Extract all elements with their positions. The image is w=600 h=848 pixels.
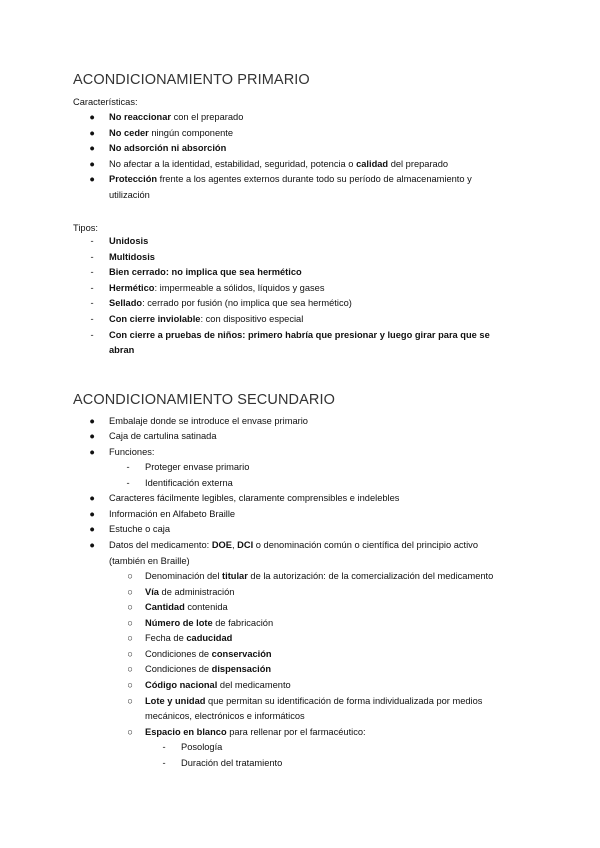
tipos-label: Tipos:: [73, 223, 98, 233]
document-page: ACONDICIONAMIENTO PRIMARIO Características: ● No reaccionar con el preparado ● No ceder ningún componente ● No adsorción ni absorción ● No afectar a la identidad, estabilidad, seguridad, potencia o calidad del preparado ● Protección frente a los agentes externos durante todo su período de almacenamiento y utilización Tipos: - Unidosis - Multidosis - Bien cerrado: no implica que sea hermético - Hermético: impermeable a sólidos, líquidos y gases - Sellado: cerrado por fusión (no implica que sea hermético) - Con cierre inviolable: con dispositivo especial - Con cierre a pruebas de niños: primero habría que presionar y luego girar para que se abran ACONDICIONAMIENTO SECUNDARIO ● Embalaje donde se introduce el envase primario ● Caja de cartulina satinada ● Funciones: - Proteger envase primario - Identificación externa ● Caracteres fácilmente legibles, claramente comprensibles e indelebles ● Información en Alfabeto Braille ● Estuche o caja ● Datos del medicamento: DOE, DCI o denominación común o científica del principio activo (también en Braille) ○ Denominación del titular de la autorización: de la comercialización del medicamento ○ Vía de administración ○ Cantidad contenida ○ Número de lote de fabricación ○ Fecha de caducidad ○ Condiciones de conservación ○ Condiciones de dispensación ○ Código nacional del medicamento ○ Lote y unidad que permitan su identificación de forma individualizada por medios mecánicos, electrónicos e informáticos ○ Espacio en blanco para rellenar por el farmacéutico: - Posología - Duración del tratamiento: [73, 72, 494, 768]
caracteristicas-label: Características:: [73, 97, 138, 107]
section-title-primario: ACONDICIONAMIENTO PRIMARIO: [73, 72, 310, 88]
section-title-secundario: ACONDICIONAMIENTO SECUNDARIO: [73, 392, 335, 408]
